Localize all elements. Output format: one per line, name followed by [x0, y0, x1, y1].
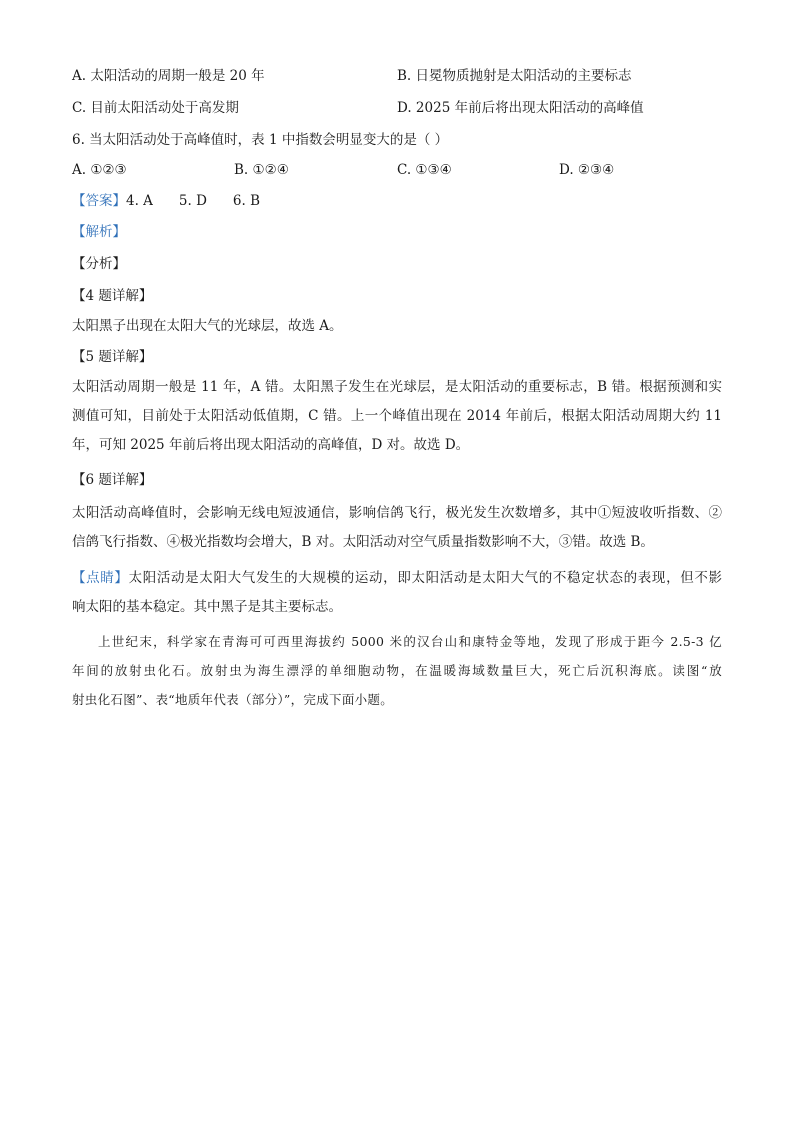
tip-text	[72, 564, 722, 622]
passage-line-2: 年间的放射虫化石。放射虫为海生漂浮的单细胞动物，在温暖海域数量巨大，死亡后沉积海底。读图“放	[72, 663, 722, 678]
answer-4: 4. A	[126, 193, 153, 209]
tip-line-1	[72, 564, 722, 593]
q6-option-a: A. ①②③	[72, 162, 127, 178]
detail6-text	[72, 499, 722, 557]
q6-stem: 6. 当太阳活动处于高峰值时，表 1 中指数会明显变大的是（ ）	[72, 132, 449, 148]
q5-option-b: B. 日冕物质抛射是太阳活动的主要标志	[397, 68, 632, 84]
detail6-line-1: 太阳活动高峰值时，会影响无线电短波通信，影响信鸽飞行，极光发生次数增多，其中①短波收听指数、②	[72, 505, 722, 521]
jiexi-tag: 【解析】	[72, 224, 126, 240]
tip-line-2: 响太阳的基本稳定。其中黑子是其主要标志。	[72, 599, 342, 615]
q6-option-c: C. ①③④	[397, 162, 452, 178]
q5-option-c: C. 目前太阳活动处于高发期	[72, 100, 239, 116]
detail5-line-1: 太阳活动周期一般是 11 年，A 错。太阳黑子发生在光球层，是太阳活动的重要标志，B 错。根据预测和实	[72, 379, 722, 395]
q5-option-d: D. 2025 年前后将出现太阳活动的高峰值	[397, 100, 644, 116]
answer-6: 6. B	[232, 193, 261, 209]
tip-tag: 【点睛】	[72, 570, 129, 586]
q5-option-a: A. 太阳活动的周期一般是 20 年	[72, 68, 265, 84]
detail5-line-2: 测值可知，目前处于太阳活动低值期，C 错。上一个峰值出现在 2014 年前后，根据太阳活动周期大约 11	[72, 408, 722, 424]
detail5-tag: 【5 题详解】	[72, 349, 153, 365]
q6-option-d: D. ②③④	[559, 162, 615, 178]
q6-option-b: B. ①②④	[234, 162, 289, 178]
detail6-line-2: 信鸽飞行指数、④极光指数均会增大，B 对。太阳活动对空气质量指数影响不大，③错。故选 B。	[72, 534, 654, 550]
passage-line-1: 上世纪末，科学家在青海可可西里海拔约 5000 米的汉台山和康特金等地，发现了形成于距今 2.5-3 亿	[98, 634, 722, 649]
answer-line	[72, 191, 260, 211]
tip-line-1-text: 太阳活动是太阳大气发生的大规模的运动，即太阳活动是太阳大气的不稳定状态的表现，但不影	[128, 570, 722, 586]
detail5-line-3: 年，可知 2025 年前后将出现太阳活动的高峰值，D 对。故选 D。	[72, 437, 470, 453]
fenxi-tag: 【分析】	[72, 256, 126, 272]
answer-tag: 【答案】	[72, 193, 126, 209]
passage-line-3: 射虫化石图”、表“地质年代表（部分）”，完成下面小题。	[72, 692, 394, 707]
answer-5: 5. D	[178, 193, 207, 209]
detail4-text: 太阳黑子出现在太阳大气的光球层，故选 A。	[72, 318, 343, 334]
detail6-tag: 【6 题详解】	[72, 472, 153, 488]
detail4-tag: 【4 题详解】	[72, 288, 153, 304]
detail5-text	[72, 373, 722, 460]
passage	[72, 627, 722, 714]
